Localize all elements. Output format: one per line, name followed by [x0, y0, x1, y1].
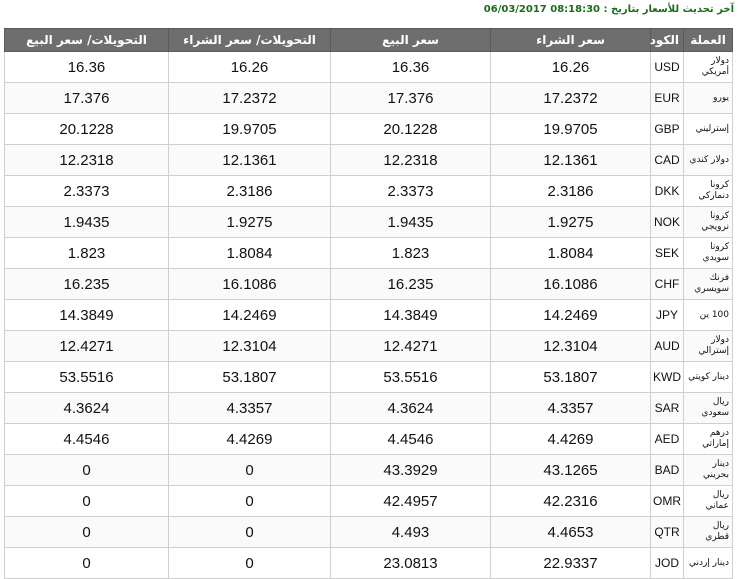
cell-buy: 4.4653 [491, 517, 651, 548]
cell-transfer-sell: 1.823 [5, 238, 169, 269]
cell-code: AUD [651, 331, 684, 362]
cell-transfer-sell: 0 [5, 517, 169, 548]
cell-buy: 22.9337 [491, 548, 651, 579]
cell-transfer-buy: 1.8084 [169, 238, 331, 269]
cell-currency: دينار كويتي [684, 362, 733, 393]
table-row [5, 269, 733, 300]
cell-buy: 1.8084 [491, 238, 651, 269]
cell-transfer-sell: 17.376 [5, 83, 169, 114]
table-row [5, 331, 733, 362]
cell-buy: 14.2469 [491, 300, 651, 331]
table-row [5, 393, 733, 424]
cell-currency: كرونا دنماركي [684, 176, 733, 207]
cell-code: SEK [651, 238, 684, 269]
cell-buy: 42.2316 [491, 486, 651, 517]
cell-transfer-sell: 1.9435 [5, 207, 169, 238]
cell-buy: 12.3104 [491, 331, 651, 362]
cell-code: JOD [651, 548, 684, 579]
table-row [5, 300, 733, 331]
cell-buy: 12.1361 [491, 145, 651, 176]
cell-code: GBP [651, 114, 684, 145]
cell-transfer-buy: 4.3357 [169, 393, 331, 424]
cell-currency: إسترليني [684, 114, 733, 145]
cell-buy: 4.4269 [491, 424, 651, 455]
column-header-sell: سعر البيع [331, 29, 491, 52]
cell-transfer-buy: 12.3104 [169, 331, 331, 362]
cell-transfer-sell: 4.4546 [5, 424, 169, 455]
column-header-buy: سعر الشراء [491, 29, 651, 52]
cell-transfer-sell: 53.5516 [5, 362, 169, 393]
table-row [5, 83, 733, 114]
cell-transfer-sell: 4.3624 [5, 393, 169, 424]
cell-buy: 1.9275 [491, 207, 651, 238]
cell-transfer-sell: 16.36 [5, 52, 169, 83]
cell-transfer-buy: 14.2469 [169, 300, 331, 331]
cell-buy: 4.3357 [491, 393, 651, 424]
cell-transfer-sell: 0 [5, 548, 169, 579]
table-row [5, 517, 733, 548]
table-header-row [5, 29, 733, 52]
cell-transfer-buy: 0 [169, 517, 331, 548]
cell-sell: 12.2318 [331, 145, 491, 176]
cell-transfer-sell: 14.3849 [5, 300, 169, 331]
cell-currency: درهم إماراتي [684, 424, 733, 455]
cell-code: OMR [651, 486, 684, 517]
cell-buy: 43.1265 [491, 455, 651, 486]
table-body [5, 52, 733, 579]
cell-code: AED [651, 424, 684, 455]
cell-sell: 42.4957 [331, 486, 491, 517]
cell-currency: ريال سعودي [684, 393, 733, 424]
cell-currency: كرونا نرويجي [684, 207, 733, 238]
cell-currency: دولار كندي [684, 145, 733, 176]
cell-currency: فرنك سويسري [684, 269, 733, 300]
cell-sell: 20.1228 [331, 114, 491, 145]
table-row [5, 455, 733, 486]
table-row [5, 548, 733, 579]
column-header-transfer-sell: التحويلات/ سعر البيع [5, 29, 169, 52]
column-header-transfer-buy: التحويلات/ سعر الشراء [169, 29, 331, 52]
cell-transfer-buy: 1.9275 [169, 207, 331, 238]
column-header-code: الكود [651, 29, 684, 52]
cell-transfer-sell: 12.4271 [5, 331, 169, 362]
last-update-line [484, 4, 734, 15]
cell-code: NOK [651, 207, 684, 238]
cell-sell: 2.3373 [331, 176, 491, 207]
cell-buy: 2.3186 [491, 176, 651, 207]
cell-code: JPY [651, 300, 684, 331]
cell-currency: دينار إردني [684, 548, 733, 579]
cell-buy: 17.2372 [491, 83, 651, 114]
cell-currency: 100 ين [684, 300, 733, 331]
cell-sell: 14.3849 [331, 300, 491, 331]
cell-transfer-buy: 2.3186 [169, 176, 331, 207]
last-update-datetime: 06/03/2017 08:18:30 [483, 4, 600, 15]
cell-sell: 4.4546 [331, 424, 491, 455]
cell-code: QTR [651, 517, 684, 548]
table-row [5, 238, 733, 269]
table-row [5, 145, 733, 176]
cell-buy: 16.26 [491, 52, 651, 83]
cell-currency: ريال عماني [684, 486, 733, 517]
cell-code: EUR [651, 83, 684, 114]
cell-transfer-buy: 0 [169, 486, 331, 517]
cell-sell: 12.4271 [331, 331, 491, 362]
cell-sell: 53.5516 [331, 362, 491, 393]
table-row [5, 424, 733, 455]
cell-code: SAR [651, 393, 684, 424]
cell-sell: 4.3624 [331, 393, 491, 424]
cell-transfer-buy: 16.1086 [169, 269, 331, 300]
cell-transfer-sell: 0 [5, 455, 169, 486]
cell-transfer-buy: 17.2372 [169, 83, 331, 114]
cell-currency: دولار أمريكي [684, 52, 733, 83]
cell-transfer-sell: 12.2318 [5, 145, 169, 176]
cell-transfer-buy: 4.4269 [169, 424, 331, 455]
cell-transfer-sell: 16.235 [5, 269, 169, 300]
cell-code: BAD [651, 455, 684, 486]
cell-code: CAD [651, 145, 684, 176]
cell-code: KWD [651, 362, 684, 393]
cell-sell: 17.376 [331, 83, 491, 114]
last-update-label: آخر تحديث للأسعار بتاريخ : [603, 4, 734, 15]
table-row [5, 52, 733, 83]
table-row [5, 207, 733, 238]
cell-sell: 4.493 [331, 517, 491, 548]
cell-sell: 1.9435 [331, 207, 491, 238]
cell-transfer-buy: 53.1807 [169, 362, 331, 393]
cell-buy: 53.1807 [491, 362, 651, 393]
cell-sell: 23.0813 [331, 548, 491, 579]
cell-sell: 43.3929 [331, 455, 491, 486]
cell-currency: دولار إسترالي [684, 331, 733, 362]
cell-code: DKK [651, 176, 684, 207]
cell-sell: 16.235 [331, 269, 491, 300]
cell-code: USD [651, 52, 684, 83]
cell-transfer-sell: 20.1228 [5, 114, 169, 145]
cell-transfer-buy: 16.26 [169, 52, 331, 83]
cell-currency: يورو [684, 83, 733, 114]
cell-transfer-buy: 0 [169, 548, 331, 579]
cell-currency: دينار بحريني [684, 455, 733, 486]
cell-sell: 1.823 [331, 238, 491, 269]
cell-currency: كرونا سويدي [684, 238, 733, 269]
cell-transfer-buy: 0 [169, 455, 331, 486]
table-row [5, 176, 733, 207]
cell-transfer-sell: 2.3373 [5, 176, 169, 207]
cell-transfer-buy: 19.9705 [169, 114, 331, 145]
cell-buy: 19.9705 [491, 114, 651, 145]
cell-transfer-sell: 0 [5, 486, 169, 517]
cell-transfer-buy: 12.1361 [169, 145, 331, 176]
cell-buy: 16.1086 [491, 269, 651, 300]
cell-sell: 16.36 [331, 52, 491, 83]
exchange-rates-table [4, 28, 733, 579]
cell-currency: ريال قطري [684, 517, 733, 548]
table-row [5, 362, 733, 393]
column-header-currency: العملة [684, 29, 733, 52]
table-row [5, 114, 733, 145]
table-row [5, 486, 733, 517]
cell-code: CHF [651, 269, 684, 300]
